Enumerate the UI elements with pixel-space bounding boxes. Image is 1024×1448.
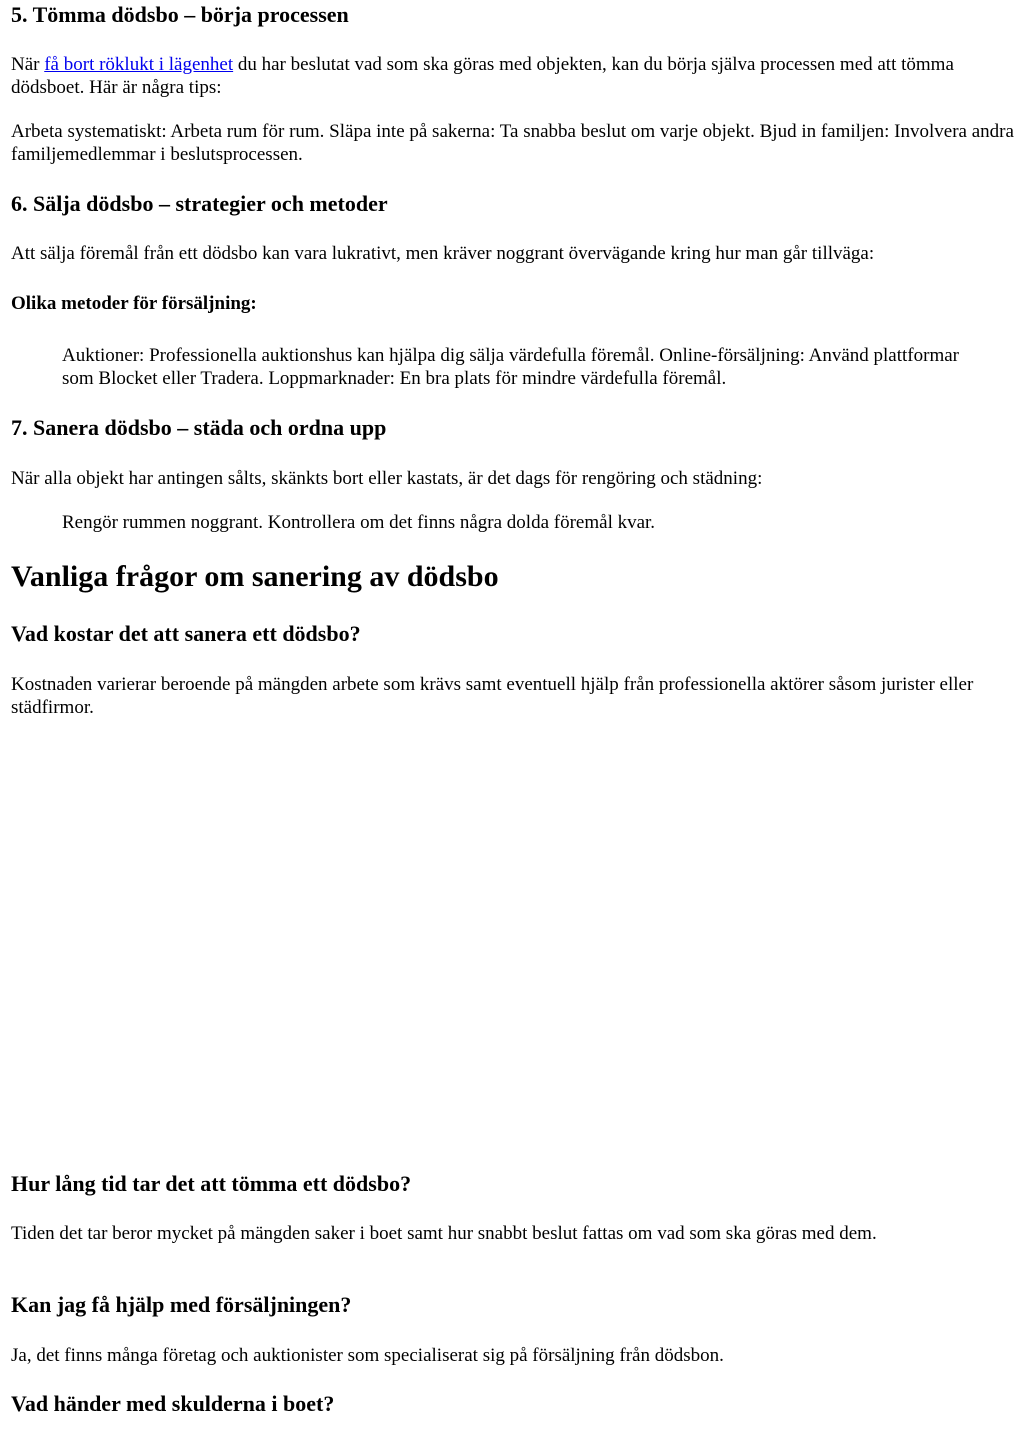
faq-question: Hur lång tid tar det att tömma ett dödsbo? xyxy=(11,1171,412,1196)
cleaning-steps: Rengör rummen noggrant. Kontrollera om det finns några dolda föremål kvar. xyxy=(62,512,656,533)
faq-answer: Tiden det tar beror mycket på mängden saker i boet samt hur snabbt beslut fattas om vad som ska göras med dem. xyxy=(11,1223,877,1244)
section-7-heading: 7. Sanera dödsbo – städa och ordna upp xyxy=(11,415,387,440)
faq-heading: Vanliga frågor om sanering av dödsbo xyxy=(11,560,499,593)
section-6-intro: Att sälja föremål från ett dödsbo kan vara lukrativt, men kräver noggrant övervägande kring hur man går tillväga: xyxy=(11,243,875,264)
faq-question: Vad händer med skulderna i boet? xyxy=(11,1391,335,1416)
section-6-heading: 6. Sälja dödsbo – strategier och metoder xyxy=(11,191,388,216)
faq-answer: Ja, det finns många företag och auktionister som specialiserat sig på försäljning från dödsbon. xyxy=(11,1345,724,1366)
sales-methods-label: Olika metoder för försäljning: xyxy=(11,293,257,314)
section-7-intro: När alla objekt har antingen sålts, skänkts bort eller kastats, är det dags för rengöring och städning: xyxy=(11,468,763,489)
section-5-intro-before: När xyxy=(11,54,45,75)
faq-answer: Kostnaden varierar beroende på mängden arbete som krävs samt eventuell hjälp från professionella aktörer såsom jurister eller städfirmor. xyxy=(11,674,974,718)
faq-question: Vad kostar det att sanera ett dödsbo? xyxy=(11,621,361,646)
sales-methods-list: Auktioner: Professionella auktionshus kan hjälpa dig sälja värdefulla föremål. Online-försäljning: Använd plattformar som Blocket eller Tradera. Loppmarknader: En bra plats för mindre värdefulla föremål. xyxy=(62,345,959,389)
section-5-tips: Arbeta systematiskt: Arbeta rum för rum. Släpa inte på sakerna: Ta snabba beslut om varje objekt. Bjud in familjen: Involvera andra familjemedlemmar i beslutsprocessen. xyxy=(11,121,1014,165)
smoke-odor-link[interactable]: få bort röklukt i lägenhet xyxy=(44,54,234,75)
section-5-intro-after: du har beslutat vad som ska göras med objekten, kan du börja själva processen med att tömma dödsboet. Här är några tips: xyxy=(11,54,954,98)
faq-question: Kan jag få hjälp med försäljningen? xyxy=(11,1292,352,1317)
section-5-heading: 5. Tömma dödsbo – börja processen xyxy=(11,2,349,27)
section-5-intro xyxy=(11,53,1016,99)
